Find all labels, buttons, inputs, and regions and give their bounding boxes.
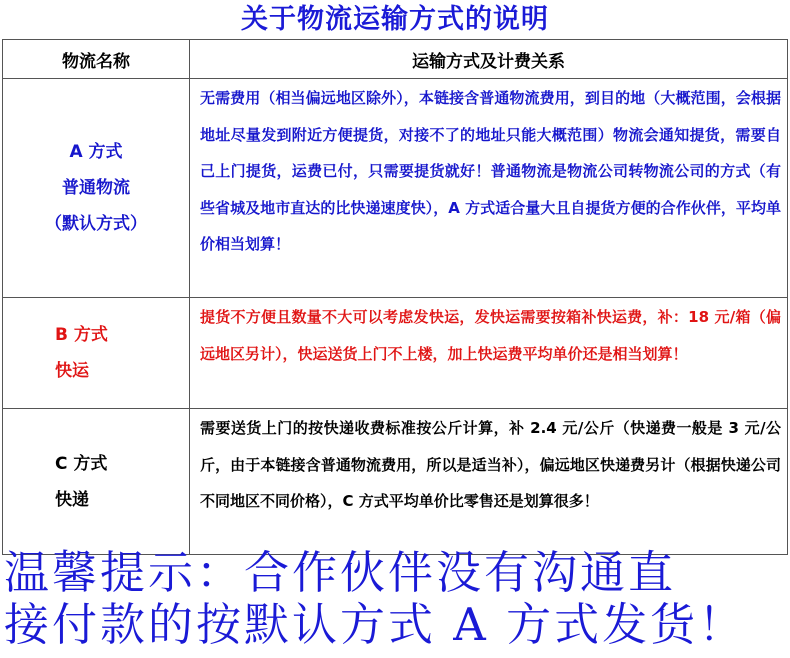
- method-a-label: A 方式: [69, 142, 123, 162]
- method-a-default-note: （默认方式）: [45, 214, 147, 234]
- table-header-row: [3, 40, 788, 79]
- table-row-method-c: [3, 409, 788, 555]
- method-b-name-cell: [3, 298, 190, 409]
- table-row-method-a: [3, 79, 788, 298]
- method-c-description: 需要送货上门的按快递收费标准按公斤计算，补 2.4 元/公斤（快递费一般是 3 元/公斤，由于本链接含普通物流费用，所以是适当补），偏远地区快递费另计（根据快递公司不同地区不同价格），C 方式平均单价比零售还是划算很多！: [190, 409, 788, 555]
- method-b-description: 提货不方便且数量不大可以考虑发快运，发快运需要按箱补快运费，补：18 元/箱（偏远地区另计），快运送货上门不上楼，加上快运费平均单价还是相当划算！: [190, 298, 788, 409]
- warm-reminder-notice: [4, 547, 788, 651]
- notice-line-1: 温馨提示：合作伙伴没有沟通直: [4, 546, 677, 599]
- header-shipping-and-fees: 运输方式及计费关系: [190, 40, 788, 79]
- method-a-type: 普通物流: [62, 178, 130, 198]
- method-c-label: C 方式: [55, 453, 108, 474]
- method-b-label: B 方式: [55, 325, 108, 345]
- shipping-methods-table: [2, 39, 788, 555]
- method-c-type: 快递: [55, 489, 89, 510]
- method-a-description: 无需费用（相当偏远地区除外），本链接含普通物流费用，到目的地（大概范围，会根据地址尽量发到附近方便提货，对接不了的地址只能大概范围）物流会通知提货，需要自己上门提货，运费已付，只需要提货就好！普通物流是物流公司转物流公司的方式（有些省城及地市直达的比快递速度快），A 方式适合量大且自提货方便的合作伙伴，平均单价相当划算！: [190, 79, 788, 298]
- notice-line-2: 接付款的按默认方式 A 方式发货！: [4, 598, 747, 651]
- page-title: 关于物流运输方式的说明: [241, 4, 549, 35]
- method-a-name-cell: [3, 79, 190, 298]
- table-row-method-b: [3, 298, 788, 409]
- header-logistics-name: 物流名称: [3, 40, 190, 79]
- method-c-name-cell: [3, 409, 190, 555]
- method-b-type: 快运: [55, 361, 89, 381]
